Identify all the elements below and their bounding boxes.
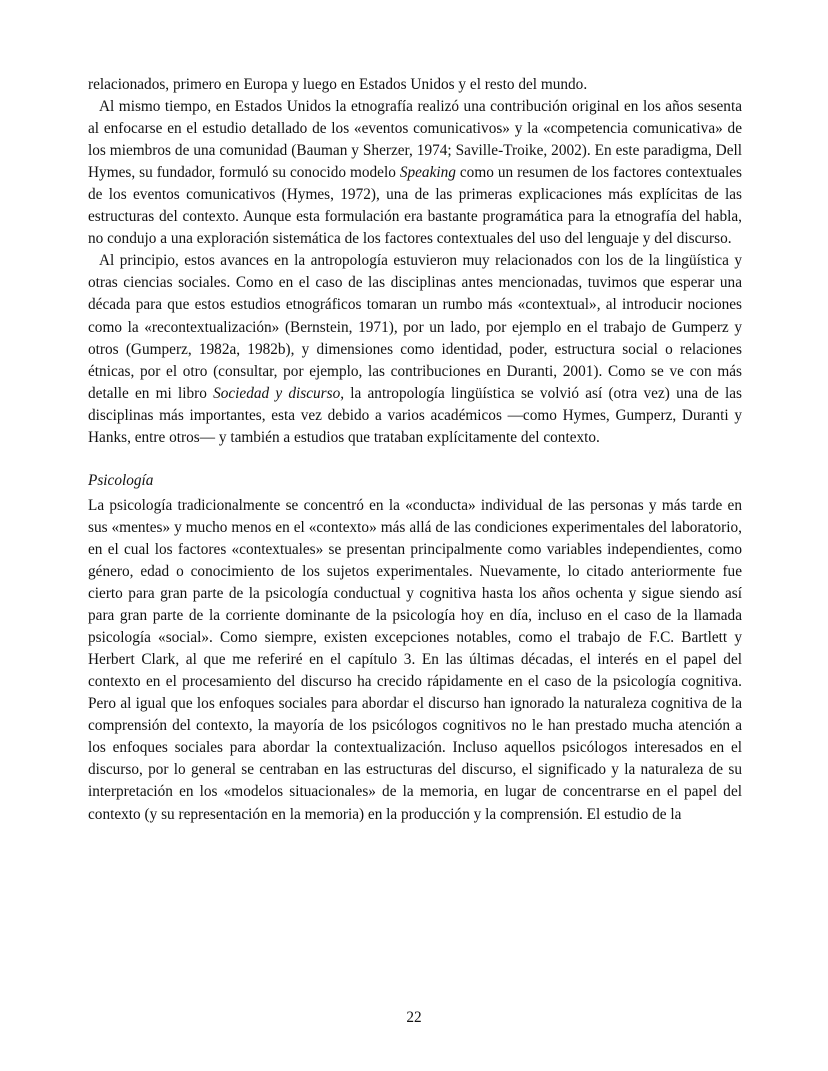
paragraph-2-segment-1: Al mismo tiempo, en Estados Unidos la etnografía realizó una contribución original en los años sesenta al enfocarse en el estudio detallado de los «eventos comunicativos» y la «competencia comunicativa» de los miembros de una comunidad (Bauman y Sherzer, 1974; Saville-Troike, 2002). En este paradigma, Dell Hymes, su fundador, formuló su conocido modelo <box>88 98 742 182</box>
paragraph-3 <box>88 250 742 448</box>
paragraph-3-segment-3: , la antropología lingüística se volvió así (otra vez) una de las disciplinas más importantes, esta vez debido a varios académicos —como Hymes, Gumperz, Duranti y Hanks, entre otros— y también a estudios que trataban explícitamente del contexto. <box>88 384 743 446</box>
paragraph-3-segment-1: Al principio, estos avances en la antropología estuvieron muy relacionados con los de la lingüística y otras ciencias sociales. Como en el caso de las disciplinas antes mencionadas, tuvimos que esperar una década para que estos estudios etnográficos tomaran un rumbo más «contextual», al introducir nociones como la «recontextualización» (Bernstein, 1971), por un lado, por ejemplo en el trabajo de Gumperz y otros (Gumperz, 1982a, 1982b), y dimensiones como identidad, poder, estructura social o relaciones étnicas, por el otro (consultar, por ejemplo, las contribuciones en Duranti, 2001). Como se ve con más detalle en mi libro <box>88 252 742 402</box>
model-name-speaking: Speaking <box>399 164 456 182</box>
book-title-sociedad-y-discurso: Sociedad y discurso <box>213 384 341 402</box>
text-column <box>88 74 742 826</box>
paragraph-1: relacionados, primero en Europa y luego en Estados Unidos y el resto del mundo. <box>88 76 588 93</box>
paragraph-2-segment-3: como un resumen de los factores contextuales de los eventos comunicativos (Hymes, 1972), una de las primeras explicaciones más explícitas de las estructuras del contexto. Aunque esta formulación era bastante programática para la etnografía del habla, no condujo a una exploración sistemática de los factores contextuales del uso del lenguaje y del discurso. <box>88 164 742 248</box>
page-number: 22 <box>406 1009 422 1026</box>
section-heading-psicologia: Psicología <box>88 471 154 489</box>
paragraph-4: La psicología tradicionalmente se concentró en la «conducta» individual de las personas y más tarde en sus «mentes» y mucho menos en el «contexto» más allá de las condiciones experimentales del laboratorio, en el cual los factores «contextuales» se presentan principalmente como variables independientes, como género, edad o conocimiento de los sujetos experimentales. Nuevamente, lo citado anteriormente fue cierto para gran parte de la psicología conductual y cognitiva hasta los años ochenta y sigue siendo así para gran parte de la corriente dominante de la psicología hoy en día, incluso en el caso de la llamada psicología «social». Como siempre, existen excepciones notables, como el trabajo de F.C. Bartlett y Herbert Clark, al que me referiré en el capítulo 3. En las últimas décadas, el interés en el papel del contexto en el procesamiento del discurso ha crecido rápidamente en el caso de la psicología cognitiva. Pero al igual que los enfoques sociales para abordar el discurso han ignorado la naturaleza cognitiva de la comprensión del contexto, la mayoría de los psicólogos cognitivos no le han prestado mucha atención a los enfoques sociales para abordar la contextualización. Incluso aquellos psicólogos interesados en el discurso, por lo general se centraban en las estructuras del discurso, el significado y la naturaleza de su interpretación en los «modelos situacionales» de la memoria, en lugar de concentrarse en el papel del contexto (y su representación en la memoria) en la producción y la comprensión. El estudio de la <box>88 496 742 823</box>
paragraph-2 <box>88 96 742 250</box>
heading-spacer-above <box>88 449 742 470</box>
